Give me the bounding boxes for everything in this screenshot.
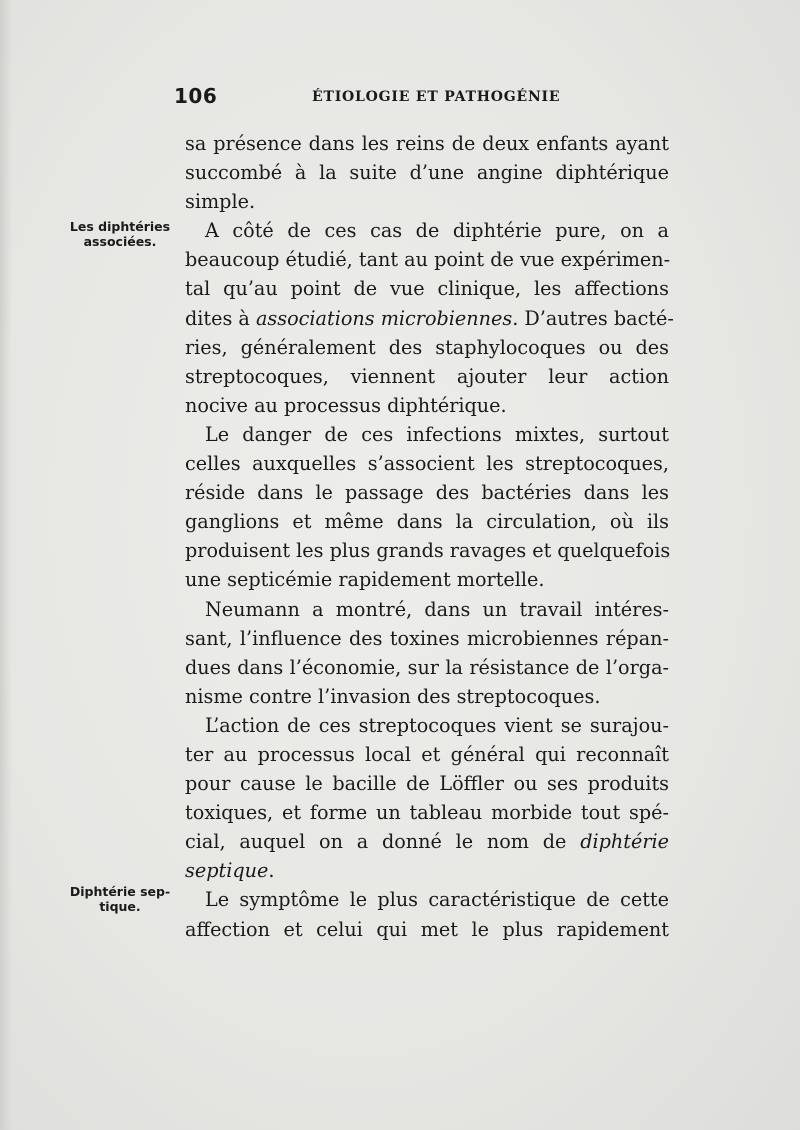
- text-line: [185, 304, 674, 333]
- sidenote-line: Diphtérie sep-: [69, 884, 171, 899]
- text-line: tal qu’au point de vue clinique, les affections: [185, 277, 669, 301]
- sidenote-septic-diphtheria: [60, 884, 180, 914]
- sidenote-line: associées.: [83, 234, 157, 249]
- text-line: nocive au processus diphtérique.: [185, 393, 507, 417]
- text-line: [185, 856, 669, 885]
- text-line: ter au processus local et général qui reconnaît: [185, 742, 669, 766]
- text-line: streptocoques, viennent ajouter leur action: [185, 364, 669, 388]
- page-number: 106: [174, 84, 218, 108]
- text-line: beaucoup étudié, tant au point de vue expérimen-: [185, 248, 671, 272]
- text-line: celles auxquelles s’associent les streptocoques,: [185, 452, 669, 476]
- text-line: dues dans l’économie, sur la résistance de l’orga-: [185, 655, 669, 679]
- sidenote-line: tique.: [99, 899, 141, 914]
- text-run: dites à: [185, 306, 256, 330]
- text-line: Le symptôme le plus caractéristique de cette: [205, 888, 669, 912]
- text-line: une septicémie rapidement mortelle.: [185, 568, 545, 592]
- text-line: [185, 827, 669, 856]
- italic-term: associations microbiennes: [255, 306, 513, 330]
- text-line: ries, généralement des staphylocoques ou des: [185, 335, 669, 359]
- sidenote-line: Les diphtéries: [69, 219, 171, 234]
- sidenote-associated-diphtheria: [60, 219, 180, 249]
- body-text: [185, 129, 674, 944]
- text-line: Neumann a montré, dans un travail intéres-: [205, 597, 669, 621]
- text-line: succombé à la suite d’une angine diphtérique: [185, 161, 669, 185]
- running-head: ÉTIOLOGIE ET PATHOGÉNIE: [312, 89, 561, 105]
- text-line: L’action de ces streptocoques vient se surajou-: [205, 713, 669, 737]
- text-line: réside dans le passage des bactéries dans les: [185, 481, 669, 505]
- text-line: simple.: [185, 190, 256, 214]
- text-run: .: [268, 859, 275, 883]
- text-line: sant, l’influence des toxines microbiennes répan-: [185, 626, 669, 650]
- text-line: produisent les plus grands ravages et quelquefois: [185, 539, 671, 563]
- text-line: toxiques, et forme un tableau morbide tout spé-: [185, 801, 669, 825]
- page-header: [174, 84, 674, 114]
- text-line: ganglions et même dans la circulation, où ils: [185, 510, 669, 534]
- text-run: . D’autres bacté-: [512, 306, 674, 330]
- page-gutter-shadow: [0, 0, 12, 1130]
- text-line: nisme contre l’invasion des streptocoques.: [185, 684, 601, 708]
- italic-term: septique: [185, 859, 269, 883]
- italic-term: diphtérie: [580, 830, 669, 854]
- text-run: cial, auquel on a donné le nom de: [185, 830, 581, 854]
- text-line: A côté de ces cas de diphtérie pure, on a: [205, 219, 669, 243]
- text-line: sa présence dans les reins de deux enfants ayant: [185, 132, 669, 155]
- text-line: Le danger de ces infections mixtes, surtout: [205, 422, 669, 446]
- text-line: affection et celui qui met le plus rapidement: [185, 917, 669, 941]
- text-line: pour cause le bacille de Löffler ou ses produits: [185, 772, 669, 796]
